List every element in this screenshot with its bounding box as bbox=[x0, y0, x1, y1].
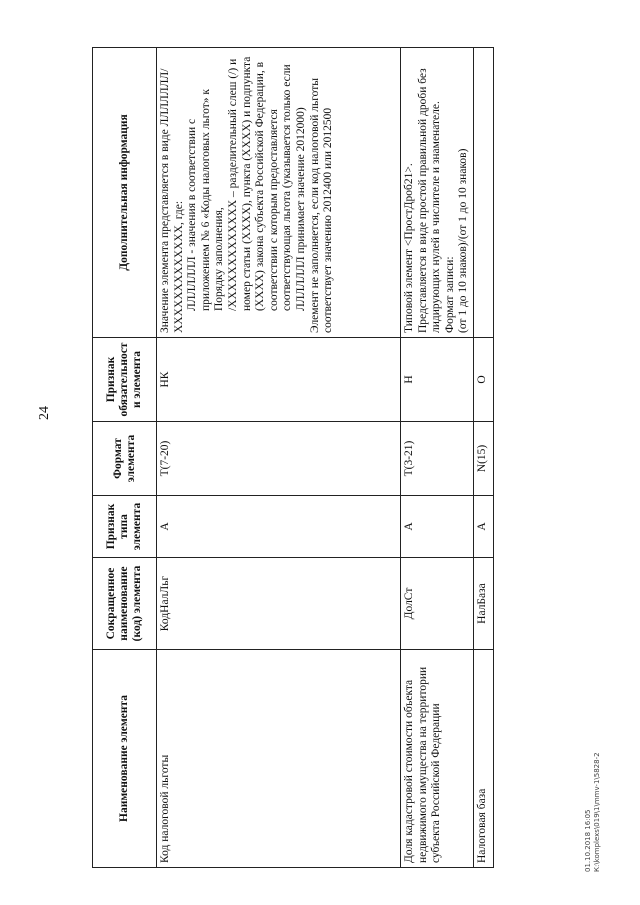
rotated-table-wrapper bbox=[92, 48, 488, 868]
cell-element-code: ДолСт bbox=[401, 558, 474, 650]
cell-element-type: А bbox=[157, 496, 401, 558]
info-paragraph: Элемент не заполняется, если код налоговой льготы соответствует значению 2012400 или 2012500 bbox=[308, 77, 335, 333]
elements-table bbox=[92, 47, 494, 868]
cell-element-format: T(3-21) bbox=[401, 422, 474, 496]
header-element-code: Сокращенное наименование (код) элемента bbox=[93, 558, 157, 650]
document-footer bbox=[584, 752, 602, 872]
cell-element-code: КодНалЛьг bbox=[157, 558, 401, 650]
cell-element-type: А bbox=[473, 496, 493, 558]
footer-timestamp: 01.10.2018 16:05 bbox=[584, 809, 592, 872]
cell-additional-info bbox=[401, 48, 474, 338]
cell-element-required: НК bbox=[157, 338, 401, 422]
info-paragraph: Формат записи: bbox=[443, 256, 456, 333]
header-element-name: Наименование элемента bbox=[93, 650, 157, 868]
info-paragraph: ЛЛЛЛЛЛЛ - значения в соответствии с приложением № 6 «Коды налоговых льгот» к Порядку заполнения, bbox=[186, 89, 226, 311]
table-row bbox=[157, 48, 401, 868]
cell-element-name: Налоговая база bbox=[473, 650, 493, 868]
header-additional-info: Дополнительная информация bbox=[93, 48, 157, 338]
cell-element-required: О bbox=[473, 338, 493, 422]
info-paragraph: /ХХХХХХХХХХХХХ – разделительный слеш (/) и номер статьи (ХХХХ), пункта (ХХХХ) и подпункта (ХХХХ) закона субъекта Российской Федерации, в соответствии с которым предоставляется соответствующая льгота (указывается только если ЛЛЛЛЛЛЛ принимает значение 2012000) bbox=[226, 56, 307, 311]
page-number: 24 bbox=[37, 406, 52, 420]
info-paragraph: (от 1 до 10 знаков)/(от 1 до 10 знаков) bbox=[457, 148, 470, 333]
info-paragraph: Значение элемента представляется в виде ЛЛЛЛЛЛЛ/ХХХХХХХХХХХХХ, где: bbox=[159, 68, 185, 333]
cell-element-code: НалБаза bbox=[473, 558, 493, 650]
footer-file-path: К:\komplexs\019\1\mmv-1\5828-2 bbox=[593, 752, 601, 872]
cell-element-required: Н bbox=[401, 338, 474, 422]
info-paragraph: Представляется в виде простой правильной дроби без лидирующих нулей в числителе и знаменателе. bbox=[416, 68, 443, 333]
cell-additional-info bbox=[473, 48, 493, 338]
table-row bbox=[473, 48, 493, 868]
cell-element-name: Код налоговой льготы bbox=[157, 650, 401, 868]
table-header-row bbox=[93, 48, 157, 868]
header-element-required: Признак обязательности элемента bbox=[93, 338, 157, 422]
cell-element-format: T(7-20) bbox=[157, 422, 401, 496]
table-row bbox=[401, 48, 474, 868]
header-element-format: Формат элемента bbox=[93, 422, 157, 496]
cell-additional-info bbox=[157, 48, 401, 338]
info-paragraph: Типовой элемент <ПростДроб21>. bbox=[403, 163, 415, 333]
cell-element-name: Доля кадастровой стоимости объекта недвижимого имущества на территории субъекта Российской Федерации bbox=[401, 650, 474, 868]
cell-element-format: N(15) bbox=[473, 422, 493, 496]
cell-element-type: А bbox=[401, 496, 474, 558]
header-element-type: Признак типа элемента bbox=[93, 496, 157, 558]
